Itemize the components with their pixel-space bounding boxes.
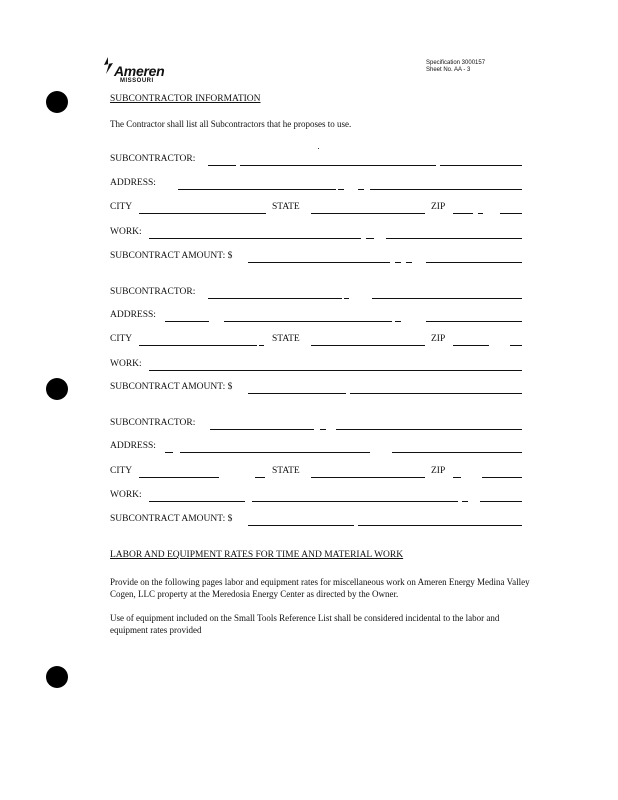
amount-3-field[interactable] xyxy=(248,525,354,526)
blank-line xyxy=(392,452,522,453)
binder-hole-middle xyxy=(46,378,68,400)
subcontractor-label: SUBCONTRACTOR: xyxy=(110,287,196,297)
city-label: CITY xyxy=(110,334,133,344)
city-3-field[interactable] xyxy=(139,477,219,478)
blank-line xyxy=(395,262,401,263)
blank-line xyxy=(252,501,458,502)
blank-line xyxy=(462,501,468,502)
blank-line xyxy=(386,238,522,239)
subcontractor-2-field[interactable] xyxy=(208,298,342,299)
blank-line xyxy=(358,189,364,190)
subcontractor-3-field[interactable] xyxy=(210,429,314,430)
address-label: ADDRESS: xyxy=(110,310,156,320)
work-3-field[interactable] xyxy=(149,501,245,502)
work-2-field[interactable] xyxy=(149,370,522,371)
blank-line xyxy=(255,477,265,478)
blank-line xyxy=(480,501,522,502)
amount-1-field[interactable] xyxy=(248,262,390,263)
work-1-field[interactable] xyxy=(149,238,361,239)
city-label: CITY xyxy=(110,202,133,212)
zip-label: ZIP xyxy=(431,202,446,212)
address-3-field[interactable] xyxy=(165,452,173,453)
city-label: CITY xyxy=(110,466,133,476)
state-label: STATE xyxy=(272,334,300,344)
state-3-field[interactable] xyxy=(311,477,425,478)
address-1-field[interactable] xyxy=(178,189,336,190)
work-label: WORK: xyxy=(110,490,142,500)
blank-line xyxy=(358,525,522,526)
state-1-field[interactable] xyxy=(311,213,425,214)
blank-line xyxy=(406,262,412,263)
city-1-field[interactable] xyxy=(139,213,266,214)
blank-line xyxy=(370,189,522,190)
binder-hole-bottom xyxy=(46,666,68,688)
blank-line xyxy=(482,477,522,478)
subcontract-amount-label: SUBCONTRACT AMOUNT: $ xyxy=(110,514,233,524)
blank-line xyxy=(440,165,522,166)
subcontract-amount-label: SUBCONTRACT AMOUNT: $ xyxy=(110,251,233,261)
blank-line xyxy=(510,345,522,346)
scan-speck xyxy=(318,148,319,149)
blank-line xyxy=(366,238,374,239)
rates-paragraph-2: Use of equipment included on the Small Tools Reference List shall be considered incidental to the labor and equipment rates provided xyxy=(110,613,500,635)
subcontractor-label: SUBCONTRACTOR: xyxy=(110,418,196,428)
zip-label: ZIP xyxy=(431,334,446,344)
subcontractor-label: SUBCONTRACTOR: xyxy=(110,154,196,164)
work-label: WORK: xyxy=(110,227,142,237)
blank-line xyxy=(426,262,522,263)
logo-wordmark: Ameren xyxy=(114,63,165,79)
state-label: STATE xyxy=(272,466,300,476)
amount-2-field[interactable] xyxy=(248,393,346,394)
blank-line xyxy=(395,321,401,322)
rates-paragraph-1: Provide on the following pages labor and equipment rates for miscellaneous work on Ameren Energy Medina Valley Cogen, LLC property at the Meredosia Energy Center as directed by the Owner. xyxy=(110,577,530,599)
blank-line xyxy=(500,213,522,214)
blank-line xyxy=(372,298,522,299)
state-label: STATE xyxy=(272,202,300,212)
zip-label: ZIP xyxy=(431,466,446,476)
sheet-number: Sheet No. AA - 3 xyxy=(426,67,471,73)
address-2-field[interactable] xyxy=(165,321,209,322)
zip-1-field[interactable] xyxy=(453,213,473,214)
blank-line xyxy=(224,321,392,322)
blank-line xyxy=(259,345,264,346)
blank-line xyxy=(320,429,326,430)
address-label: ADDRESS: xyxy=(110,178,156,188)
state-2-field[interactable] xyxy=(311,345,425,346)
section-title-subcontractor-info: SUBCONTRACTOR INFORMATION xyxy=(110,94,261,104)
logo-subtitle: MISSOURI xyxy=(120,78,154,84)
zip-2-field[interactable] xyxy=(453,345,489,346)
ameren-logo xyxy=(100,56,170,90)
blank-line xyxy=(426,321,522,322)
binder-hole-top xyxy=(46,91,68,113)
subcontract-amount-label: SUBCONTRACT AMOUNT: $ xyxy=(110,382,233,392)
subcontractor-1-field[interactable] xyxy=(240,165,436,166)
work-label: WORK: xyxy=(110,359,142,369)
instruction-text: The Contractor shall list all Subcontractors that he proposes to use. xyxy=(110,119,352,129)
zip-3-field[interactable] xyxy=(453,477,461,478)
blank-line xyxy=(338,189,344,190)
address-label: ADDRESS: xyxy=(110,441,156,451)
blank-line xyxy=(344,298,349,299)
blank-line xyxy=(350,393,522,394)
spec-number: Specification 3000157 xyxy=(426,60,486,66)
section-title-labor-equipment-rates: LABOR AND EQUIPMENT RATES FOR TIME AND MATERIAL WORK xyxy=(110,550,404,560)
spec-info xyxy=(426,60,485,74)
blank-line xyxy=(478,213,483,214)
blank-line xyxy=(208,165,236,166)
city-2-field[interactable] xyxy=(139,345,257,346)
blank-line xyxy=(180,452,370,453)
blank-line xyxy=(336,429,522,430)
